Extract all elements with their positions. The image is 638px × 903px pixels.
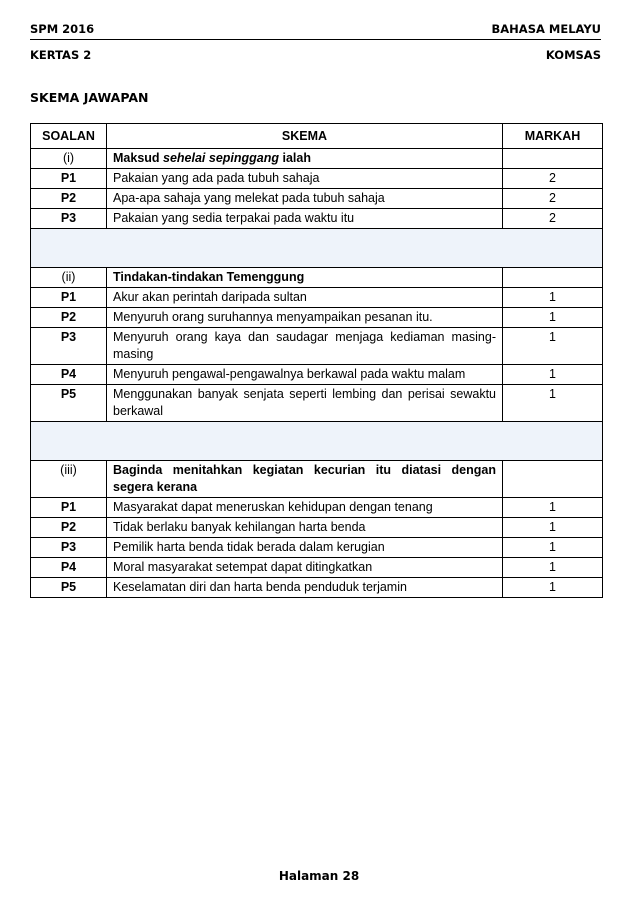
point-text: Pakaian yang sedia terpakai pada waktu itu: [107, 209, 503, 229]
table-header-row: [31, 124, 603, 149]
table-row: [31, 328, 603, 365]
heading-italic-term: sehelai sepinggang: [163, 151, 280, 165]
mark-cell: [503, 149, 603, 169]
table-row: [31, 498, 603, 518]
point-text: Tidak berlaku banyak kehilangan harta benda: [107, 518, 503, 538]
answer-scheme-table: [30, 123, 603, 598]
mark-value: 1: [503, 498, 603, 518]
page-title: SKEMA JAWAPAN: [30, 90, 149, 105]
point-code: P3: [31, 328, 107, 365]
point-code: P2: [31, 518, 107, 538]
section-heading: Maksud sehelai sepinggang ialah: [107, 149, 503, 169]
point-code: P1: [31, 288, 107, 308]
point-text: Keselamatan diri dan harta benda penduduk terjamin: [107, 578, 503, 598]
point-text: Menggunakan banyak senjata seperti lembing dan perisai sewaktu berkawal: [107, 385, 503, 422]
section-heading-row: [31, 149, 603, 169]
point-text: Masyarakat dapat meneruskan kehidupan dengan tenang: [107, 498, 503, 518]
table-row: [31, 288, 603, 308]
table-row: [31, 209, 603, 229]
column-header-markah: MARKAH: [503, 124, 603, 149]
point-code: P2: [31, 308, 107, 328]
point-code: P5: [31, 578, 107, 598]
point-text: Menyuruh orang kaya dan saudagar menjaga kediaman masing-masing: [107, 328, 503, 365]
question-code: (i): [31, 149, 107, 169]
section-heading: Tindakan-tindakan Temenggung: [107, 268, 503, 288]
point-code: P3: [31, 538, 107, 558]
mark-value: 1: [503, 328, 603, 365]
mark-value: 1: [503, 308, 603, 328]
mark-value: 2: [503, 209, 603, 229]
exam-year-label: SPM 2016: [30, 22, 95, 36]
mark-value: 1: [503, 578, 603, 598]
mark-value: 1: [503, 365, 603, 385]
point-code: P4: [31, 365, 107, 385]
point-code: P1: [31, 498, 107, 518]
table-row: [31, 365, 603, 385]
mark-value: 1: [503, 518, 603, 538]
table-row: [31, 169, 603, 189]
table-row: [31, 538, 603, 558]
point-text: Pakaian yang ada pada tubuh sahaja: [107, 169, 503, 189]
section-separator-row: [31, 422, 603, 461]
point-text: Akur akan perintah daripada sultan: [107, 288, 503, 308]
column-header-soalan: SOALAN: [31, 124, 107, 149]
section-heading: Baginda menitahkan kegiatan kecurian itu diatasi dengan segera kerana: [107, 461, 503, 498]
page-header-top: [30, 22, 601, 40]
paper-label: KERTAS 2: [30, 48, 92, 62]
mark-value: 1: [503, 538, 603, 558]
mark-value: 1: [503, 558, 603, 578]
point-text: Apa-apa sahaja yang melekat pada tubuh sahaja: [107, 189, 503, 209]
mark-value: 2: [503, 189, 603, 209]
question-code: (ii): [31, 268, 107, 288]
point-text: Menyuruh pengawal-pengawalnya berkawal pada waktu malam: [107, 365, 503, 385]
section-heading-row: [31, 268, 603, 288]
table-row: [31, 558, 603, 578]
table-row: [31, 189, 603, 209]
mark-value: 1: [503, 385, 603, 422]
point-code: P1: [31, 169, 107, 189]
mark-value: 2: [503, 169, 603, 189]
point-code: P5: [31, 385, 107, 422]
question-code: (iii): [31, 461, 107, 498]
mark-cell: [503, 461, 603, 498]
point-code: P4: [31, 558, 107, 578]
column-header-skema: SKEMA: [107, 124, 503, 149]
table-row: [31, 578, 603, 598]
point-code: P3: [31, 209, 107, 229]
point-text: Pemilik harta benda tidak berada dalam kerugian: [107, 538, 503, 558]
section-label: KOMSAS: [545, 48, 601, 62]
mark-cell: [503, 268, 603, 288]
mark-value: 1: [503, 288, 603, 308]
page-number: Halaman 28: [278, 869, 360, 883]
section-heading-row: [31, 461, 603, 498]
point-code: P2: [31, 189, 107, 209]
subject-label: BAHASA MELAYU: [491, 22, 601, 36]
table-row: [31, 518, 603, 538]
section-separator-row: [31, 229, 603, 268]
point-text: Moral masyarakat setempat dapat ditingkatkan: [107, 558, 503, 578]
table-row: [31, 385, 603, 422]
table-row: [31, 308, 603, 328]
point-text: Menyuruh orang suruhannya menyampaikan pesanan itu.: [107, 308, 503, 328]
page-header-bottom: [30, 48, 601, 62]
